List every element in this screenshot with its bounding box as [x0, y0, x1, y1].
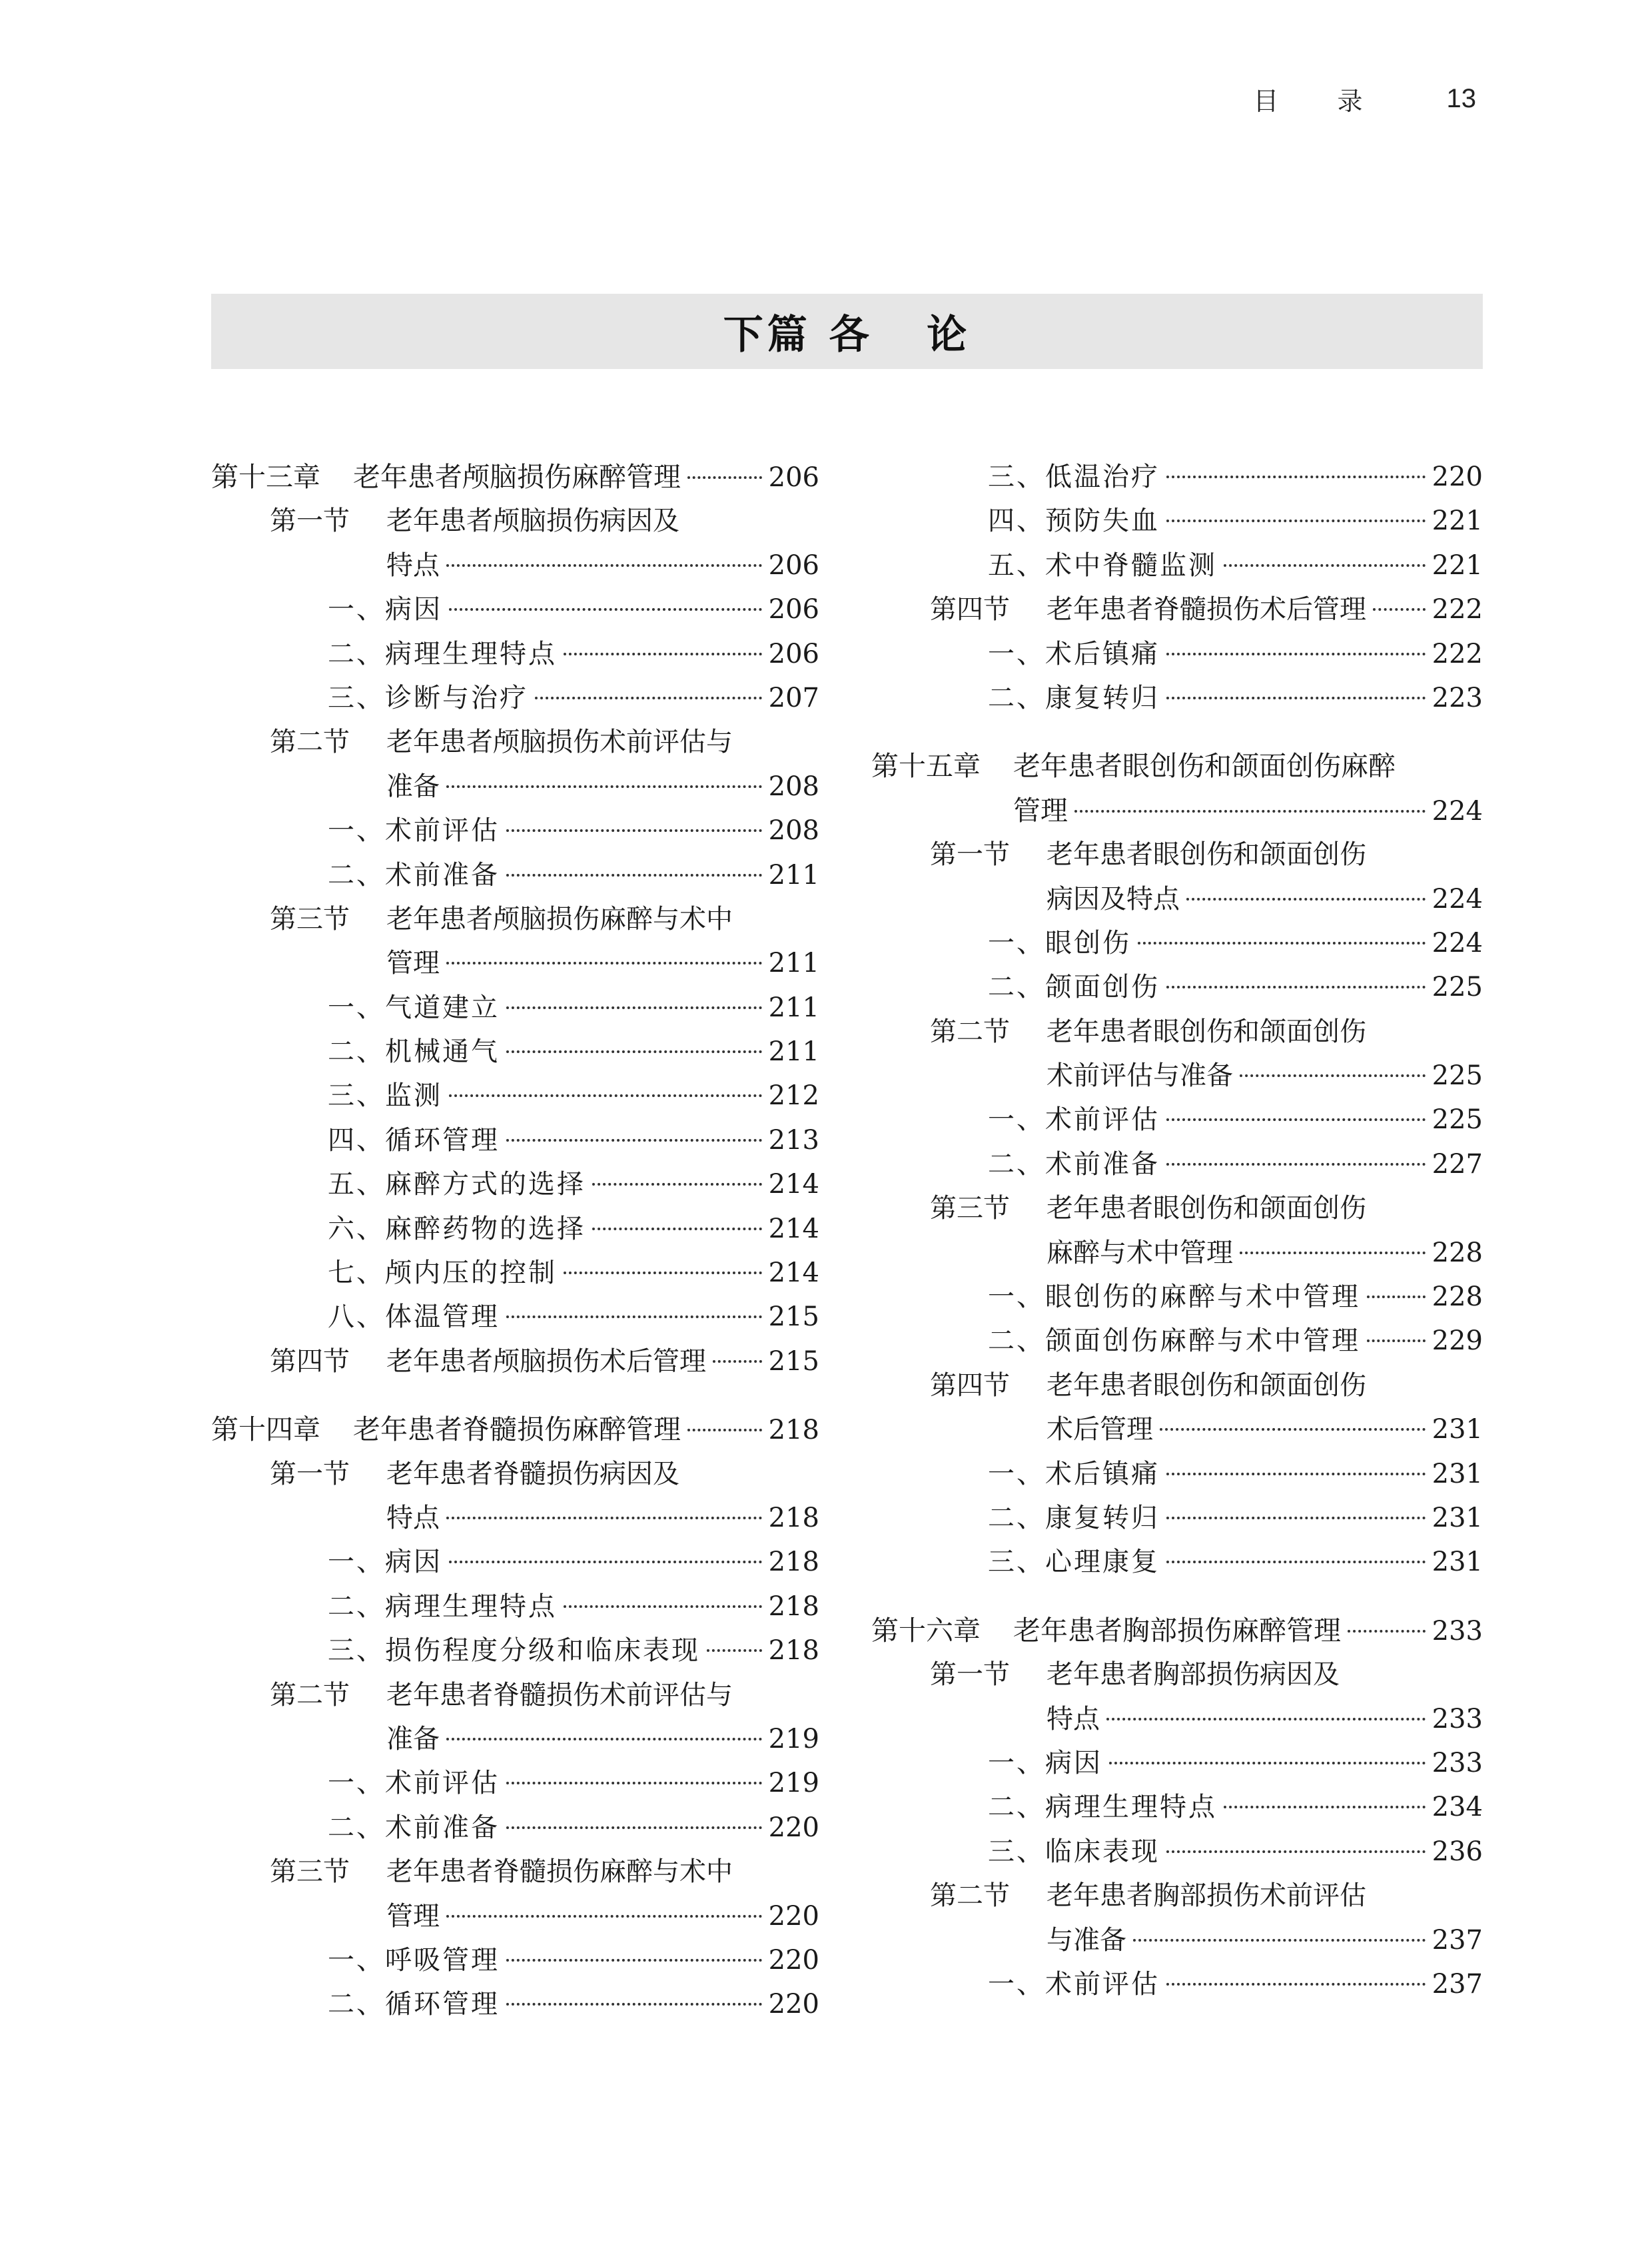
toc-entry-page: 211 — [768, 859, 819, 891]
toc-entry-title: 五、麻醉方式的选择 — [328, 1169, 586, 1200]
toc-entry-label: 第十五章 — [871, 750, 981, 783]
toc-entry-title: 一、病因 — [328, 594, 442, 625]
toc-entry-chapter[interactable] — [871, 744, 1483, 788]
dot-leader — [449, 1094, 762, 1097]
toc-entry-title: 一、病因 — [988, 1747, 1102, 1778]
toc-entry-item[interactable] — [871, 632, 1483, 676]
toc-entry-item[interactable] — [871, 1496, 1483, 1540]
dot-leader — [1166, 1118, 1426, 1121]
dot-leader — [506, 1315, 762, 1318]
toc-entry-item[interactable] — [871, 1540, 1483, 1584]
dot-leader — [449, 1561, 762, 1563]
dot-leader — [707, 1649, 762, 1652]
toc-entry-title: 一、气道建立 — [328, 992, 500, 1023]
toc-entry-title: 五、术中脊髓监测 — [988, 550, 1217, 581]
toc-entry-item[interactable] — [211, 1540, 819, 1584]
toc-entry-title: 八、体温管理 — [328, 1302, 500, 1333]
toc-entry-item[interactable] — [871, 1962, 1483, 2006]
toc-entry-title: 管理 — [386, 1900, 440, 1932]
toc-entry-title: 麻醉与术中管理 — [1046, 1237, 1233, 1268]
toc-entry-title: 一、术后镇痛 — [988, 638, 1160, 669]
toc-entry-cont[interactable] — [211, 544, 819, 587]
dot-leader — [446, 962, 762, 964]
running-header — [1253, 79, 1476, 119]
toc-entry-item[interactable] — [871, 455, 1483, 499]
toc-entry-page: 219 — [768, 1768, 819, 1799]
toc-entry-section[interactable] — [871, 1653, 1483, 1696]
dot-leader — [506, 829, 762, 832]
toc-entry-title: 老年患者胸部损伤术前评估 — [1046, 1880, 1366, 1912]
toc-entry-section[interactable] — [211, 1673, 819, 1717]
toc-entry-item[interactable] — [871, 965, 1483, 1009]
toc-entry-title: 特点 — [386, 550, 440, 581]
toc-entry-page: 233 — [1432, 1615, 1483, 1647]
toc-entry-section[interactable] — [871, 1874, 1483, 1918]
toc-entry-page: 228 — [1432, 1282, 1483, 1313]
toc-entry-cont[interactable] — [211, 1496, 819, 1540]
toc-entry-cont[interactable] — [211, 1717, 819, 1761]
toc-entry-title: 三、临床表现 — [988, 1836, 1160, 1867]
toc-entry-page: 229 — [1432, 1325, 1483, 1357]
toc-entry-cont[interactable] — [871, 1407, 1483, 1451]
toc-entry-title: 老年患者脊髓损伤病因及 — [386, 1458, 679, 1489]
toc-entry-section[interactable] — [871, 833, 1483, 877]
dot-leader — [446, 1517, 762, 1519]
toc-entry-item[interactable] — [211, 1118, 819, 1162]
toc-entry-label: 第四节 — [270, 1345, 350, 1377]
toc-column-left — [211, 455, 819, 2027]
dot-leader — [1186, 898, 1426, 901]
toc-entry-title: 老年患者胸部损伤病因及 — [1046, 1659, 1340, 1690]
toc-entry-title: 一、术前评估 — [988, 1104, 1160, 1136]
dot-leader — [564, 653, 762, 655]
dot-leader — [446, 564, 762, 567]
toc-entry-title: 准备 — [386, 1723, 440, 1754]
toc-entry-cont[interactable] — [871, 1697, 1483, 1741]
dot-leader — [1166, 476, 1426, 478]
toc-entry-page: 227 — [1432, 1148, 1483, 1180]
dot-leader — [1224, 1806, 1426, 1808]
toc-entry-page: 212 — [768, 1080, 819, 1112]
dot-leader — [1133, 1939, 1426, 1942]
toc-entry-item[interactable] — [871, 1098, 1483, 1142]
dot-leader — [713, 1360, 762, 1363]
toc-entry-title: 老年患者颅脑损伤术前评估与 — [386, 727, 733, 758]
toc-entry-page: 215 — [768, 1345, 819, 1377]
toc-entry-page: 218 — [768, 1635, 819, 1667]
toc-entry-page: 237 — [1432, 1968, 1483, 2000]
toc-entry-page: 211 — [768, 948, 819, 979]
toc-entry-title: 二、颌面创伤 — [988, 972, 1160, 1003]
toc-entry-item[interactable] — [211, 587, 819, 631]
dot-leader — [1367, 1339, 1426, 1342]
toc-entry-label: 第二节 — [270, 727, 350, 758]
toc-entry-page: 206 — [768, 462, 819, 493]
toc-entry-title: 特点 — [386, 1502, 440, 1533]
dot-leader — [506, 1826, 762, 1829]
toc-entry-page: 208 — [768, 815, 819, 847]
toc-entry-label: 第四节 — [930, 1369, 1010, 1401]
toc-entry-title: 老年患者胸部损伤麻醉管理 — [1013, 1614, 1341, 1647]
toc-entry-page: 219 — [768, 1723, 819, 1754]
dot-leader — [1166, 1163, 1426, 1166]
toc-entry-item[interactable] — [211, 1074, 819, 1118]
toc-entry-item[interactable] — [211, 809, 819, 853]
dot-leader — [1166, 1850, 1426, 1853]
toc-entry-page: 218 — [768, 1415, 819, 1446]
toc-entry-item[interactable] — [871, 1830, 1483, 1874]
toc-entry-page: 224 — [1432, 883, 1483, 915]
dot-leader — [1166, 697, 1426, 699]
toc-entry-item[interactable] — [211, 1295, 819, 1339]
toc-entry-item[interactable] — [211, 1806, 819, 1850]
toc-entry-title: 三、诊断与治疗 — [328, 682, 528, 713]
dot-leader — [1166, 1517, 1426, 1519]
toc-entry-page: 214 — [768, 1258, 819, 1289]
toc-entry-title: 一、眼创伤的麻醉与术中管理 — [988, 1282, 1360, 1313]
toc-entry-title: 一、术后镇痛 — [988, 1458, 1160, 1489]
toc-entry-page: 234 — [1432, 1792, 1483, 1823]
dot-leader — [506, 1050, 762, 1053]
toc-entry-label: 第一节 — [270, 1458, 350, 1489]
toc-entry-page: 218 — [768, 1502, 819, 1533]
toc-entry-page: 222 — [1432, 594, 1483, 625]
toc-entry-cont[interactable] — [211, 1894, 819, 1938]
toc-entry-title: 老年患者脊髓损伤麻醉管理 — [353, 1413, 681, 1446]
toc-entry-page: 207 — [768, 682, 819, 713]
toc-entry-page: 220 — [768, 1812, 819, 1843]
dot-leader — [506, 2003, 762, 2006]
toc-entry-label: 第一节 — [930, 1659, 1010, 1690]
toc-entry-cont[interactable] — [871, 877, 1483, 921]
toc-entry-title: 一、眼创伤 — [988, 927, 1131, 958]
toc-entry-item[interactable] — [871, 1275, 1483, 1319]
dot-leader — [592, 1183, 762, 1186]
toc-entry-item[interactable] — [871, 544, 1483, 587]
dot-leader — [564, 1605, 762, 1608]
toc-entry-title: 二、康复转归 — [988, 682, 1160, 713]
toc-entry-title: 三、低温治疗 — [988, 462, 1160, 492]
toc-entry-page: 221 — [1432, 506, 1483, 537]
toc-entry-section[interactable] — [871, 1363, 1483, 1407]
toc-entry-item[interactable] — [211, 632, 819, 676]
toc-entry-page: 215 — [768, 1302, 819, 1333]
dot-leader — [592, 1228, 762, 1230]
toc-entry-title: 与准备 — [1046, 1924, 1126, 1956]
toc-entry-page: 218 — [768, 1547, 819, 1578]
part-banner — [211, 294, 1483, 369]
toc-entry-title: 一、术前评估 — [328, 1768, 500, 1799]
toc-entry-title: 二、术前准备 — [328, 1812, 500, 1843]
page-number: 13 — [1446, 83, 1476, 113]
toc-entry-page: 221 — [1432, 550, 1483, 581]
toc-entry-title: 老年患者眼创伤和颌面创伤 — [1046, 1016, 1366, 1047]
toc-entry-title: 老年患者眼创伤和颌面创伤 — [1046, 1193, 1366, 1224]
toc-entry-item[interactable] — [211, 676, 819, 720]
dot-leader — [564, 1272, 762, 1274]
toc-entry-label: 第三节 — [930, 1193, 1010, 1224]
dot-leader — [446, 1915, 762, 1918]
dot-leader — [1240, 1252, 1426, 1254]
toc-entry-title: 二、循环管理 — [328, 1989, 500, 2020]
toc-entry-section[interactable] — [211, 499, 819, 543]
toc-entry-item[interactable] — [871, 1142, 1483, 1186]
toc-entry-page: 218 — [768, 1591, 819, 1622]
toc-entry-item[interactable] — [211, 1982, 819, 2026]
dot-leader — [446, 785, 762, 788]
toc-entry-title: 老年患者颅脑损伤麻醉与术中 — [386, 903, 733, 934]
toc-entry-page: 224 — [1432, 927, 1483, 958]
toc-entry-page: 213 — [768, 1124, 819, 1156]
toc-entry-item[interactable] — [211, 853, 819, 897]
toc-entry-chapter[interactable] — [871, 1609, 1483, 1653]
toc-entry-item[interactable] — [211, 1207, 819, 1251]
toc-entry-item[interactable] — [211, 1162, 819, 1206]
toc-entry-section[interactable] — [211, 1339, 819, 1383]
toc-entry-chapter[interactable] — [211, 1407, 819, 1451]
dot-leader — [1224, 564, 1426, 567]
toc-entry-title: 术前评估与准备 — [1046, 1060, 1233, 1092]
toc-entry-title: 二、颌面创伤麻醉与术中管理 — [988, 1325, 1360, 1357]
toc-entry-cont[interactable] — [871, 1054, 1483, 1098]
toc-entry-label: 第三节 — [270, 1856, 350, 1888]
toc-entry-section[interactable] — [211, 1850, 819, 1894]
toc-entry-page: 237 — [1432, 1924, 1483, 1956]
toc-entry-label: 第二节 — [270, 1679, 350, 1710]
dot-leader — [687, 476, 762, 479]
toc-entry-item[interactable] — [871, 676, 1483, 720]
toc-entry-item[interactable] — [211, 1030, 819, 1074]
dot-leader — [1166, 986, 1426, 988]
toc-entry-item[interactable] — [871, 499, 1483, 543]
toc-entry-page: 224 — [1432, 795, 1483, 827]
toc-entry-title: 一、术前评估 — [328, 815, 500, 847]
toc-entry-title: 二、机械通气 — [328, 1036, 500, 1068]
dot-leader — [1166, 520, 1426, 522]
dot-leader — [446, 1738, 762, 1740]
toc-entry-page: 233 — [1432, 1747, 1483, 1778]
toc-entry-page: 211 — [768, 992, 819, 1023]
toc-entry-title: 老年患者脊髓损伤术前评估与 — [386, 1679, 733, 1710]
toc-entry-title: 三、心理康复 — [988, 1547, 1160, 1578]
toc-entry-title: 老年患者颅脑损伤麻醉管理 — [353, 461, 681, 493]
toc-entry-title: 二、术前准备 — [328, 859, 500, 891]
toc-entry-chapter[interactable] — [211, 455, 819, 499]
toc-entry-item[interactable] — [871, 1741, 1483, 1785]
toc-entry-item[interactable] — [211, 1585, 819, 1629]
toc-entry-title: 二、康复转归 — [988, 1502, 1160, 1533]
toc-entry-item[interactable] — [211, 1938, 819, 1982]
toc-entry-page: 220 — [1432, 462, 1483, 492]
toc-entry-page: 231 — [1432, 1502, 1483, 1533]
dot-leader — [1166, 1983, 1426, 1986]
dot-leader — [1160, 1428, 1426, 1431]
toc-entry-title: 二、病理生理特点 — [988, 1792, 1217, 1823]
toc-entry-title: 四、预防失血 — [988, 506, 1160, 537]
toc-entry-item[interactable] — [871, 1452, 1483, 1496]
toc-entry-title: 老年患者颅脑损伤术后管理 — [386, 1345, 706, 1377]
toc-entry-page: 220 — [768, 1900, 819, 1932]
toc-entry-section[interactable] — [211, 897, 819, 941]
toc-entry-page: 225 — [1432, 1060, 1483, 1092]
toc-entry-item[interactable] — [211, 1761, 819, 1805]
toc-entry-page: 211 — [768, 1036, 819, 1068]
toc-entry-cont[interactable] — [211, 765, 819, 809]
toc-entry-page: 225 — [1432, 1104, 1483, 1136]
toc-entry-page: 220 — [768, 1944, 819, 1976]
toc-entry-cont[interactable] — [871, 1918, 1483, 1962]
dot-leader — [506, 1959, 762, 1962]
dot-leader — [1074, 810, 1426, 813]
dot-leader — [1166, 1561, 1426, 1563]
toc-entry-title: 七、颅内压的控制 — [328, 1258, 557, 1289]
toc-entry-label: 第一节 — [270, 506, 350, 537]
toc-entry-page: 214 — [768, 1213, 819, 1244]
toc-entry-section[interactable] — [871, 1010, 1483, 1054]
toc-entry-label: 第三节 — [270, 903, 350, 934]
toc-entry-page: 228 — [1432, 1237, 1483, 1268]
toc-entry-title: 老年患者颅脑损伤病因及 — [386, 506, 679, 537]
dot-leader — [1240, 1074, 1426, 1077]
toc-entry-title: 准备 — [386, 771, 440, 802]
toc-entry-chcont[interactable] — [871, 789, 1483, 833]
toc-entry-section[interactable] — [211, 720, 819, 764]
toc-entry-item[interactable] — [871, 921, 1483, 965]
part-title: 下篇 各 论 — [723, 311, 971, 358]
dot-leader — [449, 608, 762, 611]
dot-leader — [506, 1139, 762, 1142]
toc-entry-title: 四、循环管理 — [328, 1124, 500, 1156]
toc-entry-page: 208 — [768, 771, 819, 802]
toc-entry-title: 二、术前准备 — [988, 1148, 1160, 1180]
toc-entry-title: 术后管理 — [1046, 1414, 1153, 1445]
dot-leader — [506, 1006, 762, 1009]
toc-column-right — [871, 455, 1483, 2006]
dot-leader — [687, 1429, 762, 1431]
toc-entry-title: 病因及特点 — [1046, 883, 1180, 915]
toc-entry-title: 二、病理生理特点 — [328, 638, 557, 669]
toc-entry-item[interactable] — [211, 1629, 819, 1673]
toc-entry-label: 第十六章 — [871, 1614, 981, 1647]
toc-entry-title: 二、病理生理特点 — [328, 1591, 557, 1622]
dot-leader — [506, 1782, 762, 1784]
toc-entry-page: 236 — [1432, 1836, 1483, 1867]
dot-leader — [1373, 608, 1426, 611]
dot-leader — [1348, 1630, 1426, 1633]
toc-entry-label: 第二节 — [930, 1016, 1010, 1047]
toc-entry-cont[interactable] — [871, 1231, 1483, 1275]
toc-entry-title: 老年患者眼创伤和颌面创伤麻醉 — [1013, 750, 1396, 783]
toc-entry-page: 206 — [768, 594, 819, 625]
toc-entry-label: 第四节 — [930, 594, 1010, 625]
toc-entry-title: 管理 — [1013, 794, 1068, 827]
toc-entry-item[interactable] — [211, 1251, 819, 1295]
dot-leader — [1106, 1718, 1426, 1720]
toc-entry-page: 231 — [1432, 1547, 1483, 1578]
dot-leader — [535, 697, 762, 699]
toc-entry-title: 三、损伤程度分级和临床表现 — [328, 1635, 700, 1667]
toc-entry-page: 214 — [768, 1169, 819, 1200]
toc-entry-page: 233 — [1432, 1703, 1483, 1734]
toc-entry-cont[interactable] — [211, 941, 819, 985]
toc-entry-item[interactable] — [211, 986, 819, 1030]
toc-entry-title: 六、麻醉药物的选择 — [328, 1213, 586, 1244]
dot-leader — [1138, 942, 1426, 944]
toc-entry-title: 一、病因 — [328, 1547, 442, 1578]
toc-entry-title: 老年患者脊髓损伤术后管理 — [1046, 594, 1366, 625]
toc-entry-page: 206 — [768, 550, 819, 581]
toc-entry-section[interactable] — [871, 587, 1483, 631]
toc-entry-label: 第一节 — [930, 839, 1010, 871]
dot-leader — [506, 874, 762, 877]
toc-entry-title: 一、术前评估 — [988, 1968, 1160, 2000]
toc-entry-title: 一、呼吸管理 — [328, 1944, 500, 1976]
dot-leader — [1166, 653, 1426, 655]
toc-entry-page: 222 — [1432, 638, 1483, 669]
toc-entry-page: 220 — [768, 1989, 819, 2020]
toc-entry-item[interactable] — [871, 1785, 1483, 1829]
toc-entry-label: 第二节 — [930, 1880, 1010, 1912]
toc-entry-page: 231 — [1432, 1458, 1483, 1489]
toc-entry-page: 231 — [1432, 1414, 1483, 1445]
dot-leader — [1109, 1762, 1426, 1764]
toc-entry-title: 老年患者眼创伤和颌面创伤 — [1046, 839, 1366, 871]
toc-entry-section[interactable] — [871, 1186, 1483, 1230]
toc-entry-page: 225 — [1432, 972, 1483, 1003]
dot-leader — [1166, 1473, 1426, 1475]
dot-leader — [1367, 1296, 1426, 1298]
toc-entry-page: 223 — [1432, 682, 1483, 713]
toc-entry-section[interactable] — [211, 1452, 819, 1496]
toc-entry-title: 三、监测 — [328, 1080, 442, 1112]
toc-entry-title: 老年患者脊髓损伤麻醉与术中 — [386, 1856, 733, 1888]
toc-entry-label: 第十四章 — [211, 1413, 320, 1446]
toc-entry-page: 206 — [768, 638, 819, 669]
toc-entry-label: 第十三章 — [211, 461, 320, 493]
toc-entry-title: 管理 — [386, 948, 440, 979]
toc-entry-item[interactable] — [871, 1319, 1483, 1363]
toc-entry-title: 老年患者眼创伤和颌面创伤 — [1046, 1369, 1366, 1401]
toc-entry-title: 特点 — [1046, 1703, 1100, 1734]
header-title: 目 录 — [1253, 86, 1388, 116]
